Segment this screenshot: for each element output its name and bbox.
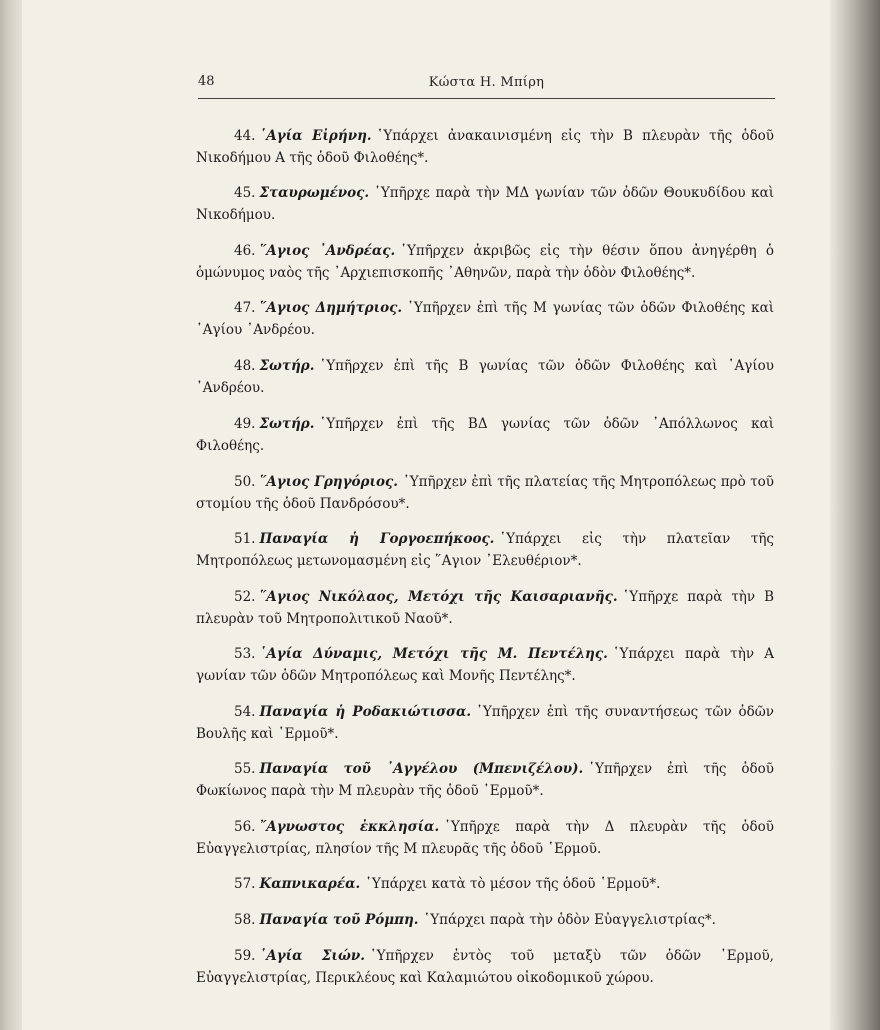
list-item: 44. ῾Αγία Εἰρήνη. ῾Υπάρχει ἀνακαινισμένη εἰς τὴν Β πλευρὰν τῆς ὁδοῦ Νικοδήμου Α τῆς ὁδοῦ Φιλοθέης*. — [196, 127, 774, 166]
list-item: 46. ῞Αγιος ᾿Ανδρέας. ῾Υπῆρχεν ἀκριβῶς εἰς τὴν θέσιν ὅπου ἀνηγέρθη ὁ ὁμώνυμος ναὸς τῆς ᾿Αρχιεπισκοπῆς ᾿Αθηνῶν, παρὰ τὴν ὁδὸν Φιλοθέης*. — [196, 242, 774, 281]
entry-text: ῾Υπῆρχεν ἐπὶ τῆς συναντήσεως τῶν ὁδῶν Βουλῆς καὶ ῾Ερμοῦ*. — [196, 703, 774, 742]
page-header — [198, 74, 775, 99]
church-name: ῞Αγιος Νικόλαος, Μετόχι τῆς Καισαριανῆς. — [259, 588, 618, 605]
church-name: Παναγία τοῦ ᾿Αγγέλου (Μπενιζέλου). — [259, 761, 584, 777]
list-item: 49. Σωτήρ. ῾Υπῆρχεν ἐπὶ τῆς ΒΔ γωνίας τῶν ὁδῶν ᾿Απόλλωνος καὶ Φιλοθέης. — [196, 415, 774, 454]
church-name: Παναγία ἡ Ροδακιώτισσα. — [259, 703, 472, 720]
list-item: 54. Παναγία ἡ Ροδακιώτισσα. ῾Υπῆρχεν ἐπὶ τῆς συναντήσεως τῶν ὁδῶν Βουλῆς καὶ ῾Ερμοῦ*. — [196, 703, 774, 742]
entry-text: ῾Υπῆρχεν ἐπὶ τῆς Β γωνίας τῶν ὁδῶν Φιλοθέης καὶ ῾Αγίου ᾿Ανδρέου. — [196, 357, 774, 396]
list-item: 58. Παναγία τοῦ Ρόμπη. ῾Υπάρχει παρὰ τὴν ὁδὸν Εὐαγγελιστρίας*. — [234, 912, 716, 928]
church-name: Καπνικαρέα. — [259, 876, 361, 892]
church-name: ῞Αγιος Δημήτριος. — [259, 300, 403, 316]
entry-text: ῾Υπάρχει ἀνακαινισμένη εἰς τὴν Β πλευρὰν τῆς ὁδοῦ Νικοδήμου Α τῆς ὁδοῦ Φιλοθέης*. — [196, 127, 774, 166]
entry-text: ῾Υπῆρχεν ἐπὶ τῆς ΒΔ γωνίας τῶν ὁδῶν ᾿Απόλλωνος καὶ Φιλοθέης. — [196, 415, 774, 454]
list-item: 52. ῞Αγιος Νικόλαος, Μετόχι τῆς Καισαριανῆς. ῾Υπῆρχε παρὰ τὴν Β πλευρὰν τοῦ Μητροπολιτικοῦ Ναοῦ*. — [196, 588, 774, 627]
list-item: 50. ῞Αγιος Γρηγόριος. ῾Υπῆρχεν ἐπὶ τῆς πλατείας τῆς Μητροπόλεως πρὸ τοῦ στομίου τῆς ὁδοῦ Πανδρόσου*. — [196, 473, 774, 512]
church-name: Παναγία ἡ Γοργοεπήκοος. — [259, 531, 495, 547]
church-name: Σταυρωμένος. — [259, 185, 370, 201]
church-name: ῎Αγνωστος ἐκκλησία. — [259, 818, 440, 835]
entry-text: ῾Υπῆρχεν ἐπὶ τῆς πλατείας τῆς Μητροπόλεως πρὸ τοῦ στομίου τῆς ὁδοῦ Πανδρόσου*. — [196, 473, 774, 512]
entry-text: ῾Υπάρχει εἰς τὴν πλατεῖαν τῆς Μητροπόλεως μετωνομασμένη εἰς ῞Αγιον ᾿Ελευθέριον*. — [196, 531, 774, 569]
page-number: 48 — [198, 74, 215, 89]
entry-text: ῾Υπάρχει κατὰ τὸ μέσον τῆς ὁδοῦ ῾Ερμοῦ*. — [365, 876, 661, 892]
list-item: 53. ῾Αγία Δύναμις, Μετόχι τῆς Μ. Πεντέλης. ῾Υπάρχει παρὰ τὴν Α γωνίαν τῶν ὁδῶν Μητροπόλεως καὶ Μονῆς Πεντέλης*. — [196, 646, 774, 684]
book-edge-shadow — [830, 0, 880, 1030]
entry-text: ῾Υπάρχει παρὰ τὴν ὁδὸν Εὐαγγελιστρίας*. — [423, 912, 716, 928]
list-item: 55. Παναγία τοῦ ᾿Αγγέλου (Μπενιζέλου). ῾Υπῆρχεν ἐπὶ τῆς ὁδοῦ Φωκίωνος παρὰ τὴν Μ πλευρὰν τῆς ὁδοῦ ῾Ερμοῦ*. — [196, 761, 774, 799]
church-list — [196, 111, 774, 1001]
list-item: 45. Σταυρωμένος. ῾Υπῆρχε παρὰ τὴν ΜΔ γωνίαν τῶν ὁδῶν Θουκυδίδου καὶ Νικοδήμου. — [196, 185, 774, 223]
entry-text: ῾Υπῆρχεν ἐπὶ τῆς Μ γωνίας τῶν ὁδῶν Φιλοθέης καὶ ῾Αγίου ᾿Ανδρέου. — [196, 300, 774, 338]
church-name: ῾Αγία Δύναμις, Μετόχι τῆς Μ. Πεντέλης. — [259, 646, 608, 662]
running-title: Κώστα Η. Μπίρη — [428, 75, 545, 90]
list-item: 51. Παναγία ἡ Γοργοεπήκοος. ῾Υπάρχει εἰς τὴν πλατεῖαν τῆς Μητροπόλεως μετωνομασμένη εἰς ῞Αγιον ᾿Ελευθέριον*. — [196, 531, 774, 569]
entry-text: ῾Υπῆρχεν ἀκριβῶς εἰς τὴν θέσιν ὅπου ἀνηγέρθη ὁ ὁμώνυμος ναὸς τῆς ᾿Αρχιεπισκοπῆς ᾿Αθηνῶν, παρὰ τὴν ὁδὸν Φιλοθέης*. — [196, 242, 774, 281]
church-name: Σωτήρ. — [259, 415, 315, 432]
entry-text: ῾Υπῆρχεν ἐντὸς τοῦ μεταξὺ τῶν ὁδῶν ῾Ερμοῦ, Εὐαγγελιστρίας, Περικλέους καὶ Καλαμιώτου οἰκοδομικοῦ χώρου. — [196, 948, 774, 986]
church-name: ῞Αγιος Γρηγόριος. — [259, 473, 398, 490]
entry-text: ῾Υπάρχει παρὰ τὴν Α γωνίαν τῶν ὁδῶν Μητροπόλεως καὶ Μονῆς Πεντέλης*. — [196, 646, 774, 684]
list-item: 57. Καπνικαρέα. ῾Υπάρχει κατὰ τὸ μέσον τῆς ὁδοῦ ῾Ερμοῦ*. — [234, 876, 661, 892]
entry-text: ῾Υπῆρχε παρὰ τὴν Β πλευρὰν τοῦ Μητροπολιτικοῦ Ναοῦ*. — [196, 588, 774, 627]
list-item: 47. ῞Αγιος Δημήτριος. ῾Υπῆρχεν ἐπὶ τῆς Μ γωνίας τῶν ὁδῶν Φιλοθέης καὶ ῾Αγίου ᾿Ανδρέου. — [196, 300, 774, 338]
list-item: 56. ῎Αγνωστος ἐκκλησία. ῾Υπῆρχε παρὰ τὴν Δ πλευρὰν τῆς ὁδοῦ Εὐαγγελιστρίας, πλησίον τῆς Μ πλευρᾶς τῆς ὁδοῦ ῾Ερμοῦ. — [196, 818, 774, 857]
church-name: ῾Αγία Εἰρήνη. — [259, 127, 372, 144]
entry-text: ῾Υπῆρχε παρὰ τὴν Δ πλευρὰν τῆς ὁδοῦ Εὐαγγελιστρίας, πλησίον τῆς Μ πλευρᾶς τῆς ὁδοῦ ῾Ερμοῦ. — [196, 818, 774, 857]
church-name: Σωτήρ. — [259, 357, 315, 374]
entry-text: ῾Υπῆρχε παρὰ τὴν ΜΔ γωνίαν τῶν ὁδῶν Θουκυδίδου καὶ Νικοδήμου. — [196, 185, 774, 223]
church-name: ῾Αγία Σιών. — [259, 948, 365, 964]
church-name: Παναγία τοῦ Ρόμπη. — [259, 912, 419, 928]
list-item: 48. Σωτήρ. ῾Υπῆρχεν ἐπὶ τῆς Β γωνίας τῶν ὁδῶν Φιλοθέης καὶ ῾Αγίου ᾿Ανδρέου. — [196, 357, 774, 396]
entry-text: ῾Υπῆρχεν ἐπὶ τῆς ὁδοῦ Φωκίωνος παρὰ τὴν Μ πλευρὰν τῆς ὁδοῦ ῾Ερμοῦ*. — [196, 761, 774, 799]
list-item: 59. ῾Αγία Σιών. ῾Υπῆρχεν ἐντὸς τοῦ μεταξὺ τῶν ὁδῶν ῾Ερμοῦ, Εὐαγγελιστρίας, Περικλέους καὶ Καλαμιώτου οἰκοδομικοῦ χώρου. — [196, 948, 774, 986]
church-name: ῞Αγιος ᾿Ανδρέας. — [259, 242, 396, 259]
